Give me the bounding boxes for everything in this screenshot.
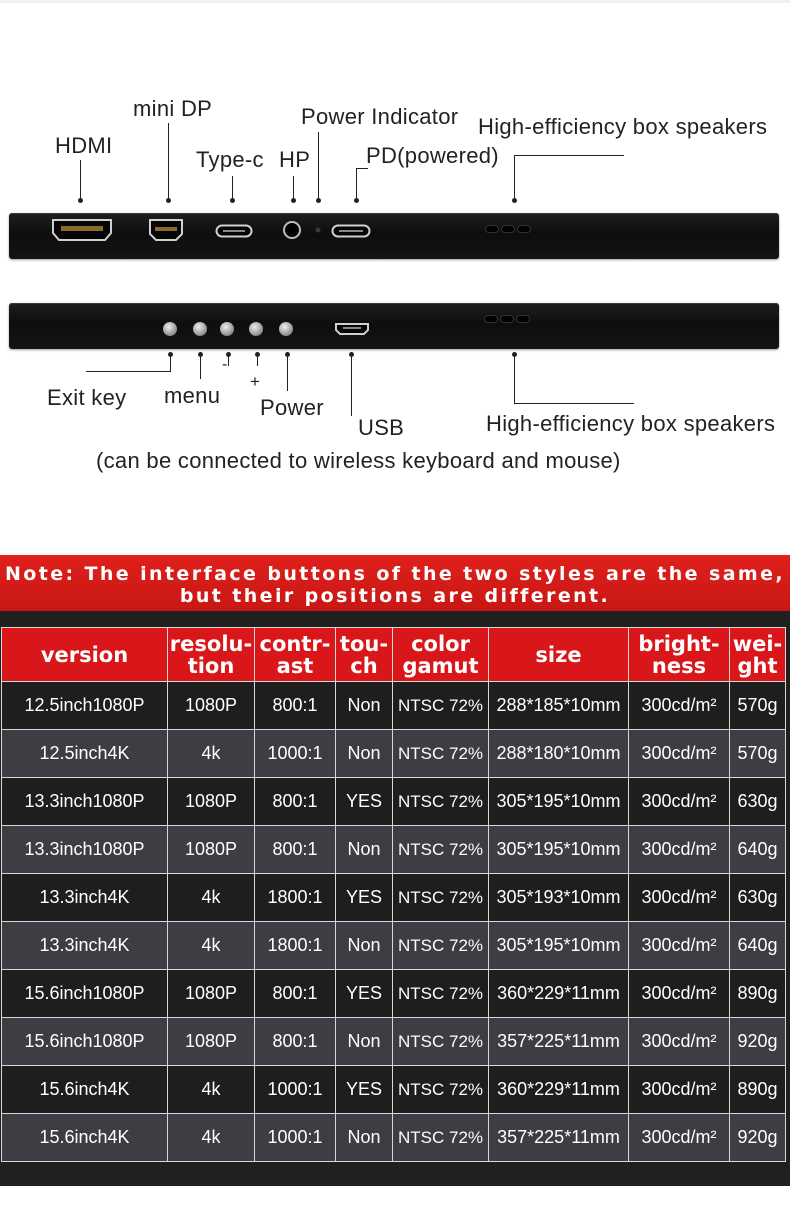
table-row [2, 1066, 786, 1114]
cell-touch: Non [336, 682, 393, 730]
cell-brightness: 300cd/m² [629, 778, 730, 826]
header-resolution: resolu- tion [168, 628, 255, 682]
hp-label: HP [279, 147, 311, 172]
cell-contrast: 800:1 [255, 778, 336, 826]
type-c-port-icon [215, 224, 253, 238]
menu-leader [200, 352, 201, 379]
cell-resolution: 4k [168, 874, 255, 922]
usb-leader [351, 352, 352, 416]
cell-contrast: 800:1 [255, 682, 336, 730]
cell-weight: 920g [730, 1018, 786, 1066]
speaker-grille-icon-top [486, 226, 530, 232]
cell-weight: 640g [730, 922, 786, 970]
cell-brightness: 300cd/m² [629, 922, 730, 970]
cell-contrast: 800:1 [255, 826, 336, 874]
cell-color-gamut: NTSC 72% [393, 970, 489, 1018]
hdmi-leader [80, 160, 81, 200]
power-button-icon [279, 322, 293, 336]
speakers-label-bottom: High-efficiency box speakers [486, 411, 776, 436]
mini-dp-port-icon [148, 218, 184, 242]
cell-contrast: 1000:1 [255, 730, 336, 778]
cell-contrast: 1800:1 [255, 874, 336, 922]
cell-version: 12.5inch4K [2, 730, 168, 778]
cell-resolution: 1080P [168, 826, 255, 874]
table-row [2, 682, 786, 730]
minus-label: - [222, 356, 228, 373]
power-indicator-led-icon [315, 227, 321, 233]
power-indicator-leader-dot [316, 198, 321, 203]
table-header-row [2, 628, 786, 682]
cell-version: 13.3inch1080P [2, 826, 168, 874]
cell-contrast: 800:1 [255, 1018, 336, 1066]
pd-leader-dot [354, 198, 359, 203]
cell-brightness: 300cd/m² [629, 682, 730, 730]
cell-resolution: 4k [168, 730, 255, 778]
speakers-bottom-leader-v [514, 352, 515, 404]
plus-label: + [250, 372, 261, 391]
cell-color-gamut: NTSC 72% [393, 1018, 489, 1066]
pd-leader-v [356, 168, 357, 200]
hdmi-leader-dot [78, 198, 83, 203]
hp-leader [293, 176, 294, 200]
cell-touch: Non [336, 826, 393, 874]
hp-leader-dot [291, 198, 296, 203]
cell-version: 13.3inch4K [2, 874, 168, 922]
cell-brightness: 300cd/m² [629, 1018, 730, 1066]
plus-button-icon [249, 322, 263, 336]
exit-key-leader-v [170, 352, 171, 372]
speakers-label-top: High-efficiency box speakers [478, 114, 768, 139]
cell-resolution: 4k [168, 922, 255, 970]
usb-note-label: (can be connected to wireless keyboard and mouse) [96, 448, 621, 473]
exit-key-leader-h [86, 371, 171, 372]
mini-dp-leader [168, 123, 169, 200]
top-divider [0, 0, 790, 3]
plus-leader [257, 352, 258, 366]
cell-weight: 890g [730, 1066, 786, 1114]
header-contrast: contr- ast [255, 628, 336, 682]
power-indicator-leader [318, 132, 319, 200]
cell-size: 288*185*10mm [489, 682, 629, 730]
cell-brightness: 300cd/m² [629, 1066, 730, 1114]
header-touch: tou- ch [336, 628, 393, 682]
cell-weight: 890g [730, 970, 786, 1018]
cell-contrast: 1000:1 [255, 1114, 336, 1162]
cell-color-gamut: NTSC 72% [393, 1066, 489, 1114]
note-line-1: Note: The interface buttons of the two styles are the same, [4, 563, 786, 585]
header-color-gamut: color gamut [393, 628, 489, 682]
micro-usb-port-icon [334, 322, 370, 336]
power-leader [287, 352, 288, 391]
cell-touch: Non [336, 1018, 393, 1066]
minus-leader [228, 352, 229, 366]
table-row [2, 874, 786, 922]
mini-dp-leader-dot [166, 198, 171, 203]
cell-touch: Non [336, 730, 393, 778]
hdmi-label: HDMI [55, 133, 113, 158]
hdmi-port-icon [51, 218, 113, 242]
headphone-jack-icon [282, 220, 302, 240]
cell-touch: YES [336, 874, 393, 922]
cell-color-gamut: NTSC 72% [393, 778, 489, 826]
cell-size: 357*225*11mm [489, 1114, 629, 1162]
power-label: Power [260, 395, 324, 420]
cell-version: 13.3inch1080P [2, 778, 168, 826]
cell-color-gamut: NTSC 72% [393, 682, 489, 730]
speaker-grille-icon-bottom [485, 316, 529, 322]
cell-brightness: 300cd/m² [629, 730, 730, 778]
cell-touch: YES [336, 1066, 393, 1114]
cell-size: 305*195*10mm [489, 826, 629, 874]
cell-resolution: 4k [168, 1066, 255, 1114]
cell-weight: 640g [730, 826, 786, 874]
cell-size: 305*195*10mm [489, 778, 629, 826]
cell-size: 288*180*10mm [489, 730, 629, 778]
pd-powered-label: PD(powered) [366, 143, 499, 168]
pd-type-c-port-icon [331, 224, 371, 238]
note-banner [0, 555, 790, 611]
cell-resolution: 1080P [168, 1018, 255, 1066]
cell-resolution: 1080P [168, 970, 255, 1018]
cell-version: 12.5inch1080P [2, 682, 168, 730]
cell-contrast: 1800:1 [255, 922, 336, 970]
cell-size: 305*195*10mm [489, 922, 629, 970]
spec-table [1, 627, 786, 1162]
cell-size: 360*229*11mm [489, 970, 629, 1018]
header-weight: wei- ght [730, 628, 786, 682]
cell-touch: Non [336, 1114, 393, 1162]
table-row [2, 778, 786, 826]
cell-size: 357*225*11mm [489, 1018, 629, 1066]
exit-key-label: Exit key [47, 385, 127, 410]
cell-brightness: 300cd/m² [629, 970, 730, 1018]
monitor-side-panel-bottom [9, 303, 779, 349]
header-size: size [489, 628, 629, 682]
cell-resolution: 1080P [168, 682, 255, 730]
power-indicator-label: Power Indicator [301, 104, 459, 129]
cell-weight: 630g [730, 778, 786, 826]
cell-resolution: 4k [168, 1114, 255, 1162]
cell-version: 15.6inch1080P [2, 970, 168, 1018]
table-row [2, 730, 786, 778]
minus-button-icon [220, 322, 234, 336]
cell-resolution: 1080P [168, 778, 255, 826]
cell-contrast: 800:1 [255, 970, 336, 1018]
table-row [2, 1018, 786, 1066]
spec-table-body [2, 682, 786, 1162]
type-c-leader [232, 176, 233, 200]
usb-label: USB [358, 415, 405, 440]
cell-color-gamut: NTSC 72% [393, 874, 489, 922]
cell-version: 15.6inch4K [2, 1066, 168, 1114]
type-c-label: Type-c [196, 147, 264, 172]
mini-dp-label: mini DP [133, 96, 213, 121]
menu-button-icon [193, 322, 207, 336]
cell-version: 15.6inch4K [2, 1114, 168, 1162]
table-row [2, 922, 786, 970]
cell-touch: Non [336, 922, 393, 970]
type-c-leader-dot [230, 198, 235, 203]
cell-version: 13.3inch4K [2, 922, 168, 970]
cell-weight: 920g [730, 1114, 786, 1162]
cell-touch: YES [336, 970, 393, 1018]
speakers-leader-dot [512, 198, 517, 203]
table-row [2, 1114, 786, 1162]
header-version: version [2, 628, 168, 682]
table-row [2, 826, 786, 874]
cell-color-gamut: NTSC 72% [393, 922, 489, 970]
exit-key-button-icon [163, 322, 177, 336]
cell-weight: 630g [730, 874, 786, 922]
cell-touch: YES [336, 778, 393, 826]
cell-brightness: 300cd/m² [629, 1114, 730, 1162]
cell-brightness: 300cd/m² [629, 826, 730, 874]
cell-color-gamut: NTSC 72% [393, 730, 489, 778]
monitor-side-panel-top [9, 213, 779, 259]
note-line-2: but their positions are different. [179, 585, 611, 607]
cell-color-gamut: NTSC 72% [393, 826, 489, 874]
cell-size: 360*229*11mm [489, 1066, 629, 1114]
table-row [2, 970, 786, 1018]
cell-size: 305*193*10mm [489, 874, 629, 922]
speakers-leader-h [514, 155, 624, 156]
cell-weight: 570g [730, 682, 786, 730]
speakers-bottom-leader-h [514, 403, 634, 404]
cell-version: 15.6inch1080P [2, 1018, 168, 1066]
cell-color-gamut: NTSC 72% [393, 1114, 489, 1162]
header-brightness: bright- ness [629, 628, 730, 682]
cell-brightness: 300cd/m² [629, 874, 730, 922]
menu-label: menu [164, 383, 221, 408]
cell-weight: 570g [730, 730, 786, 778]
cell-contrast: 1000:1 [255, 1066, 336, 1114]
speakers-leader-v [514, 155, 515, 200]
pd-leader-h [356, 168, 368, 169]
